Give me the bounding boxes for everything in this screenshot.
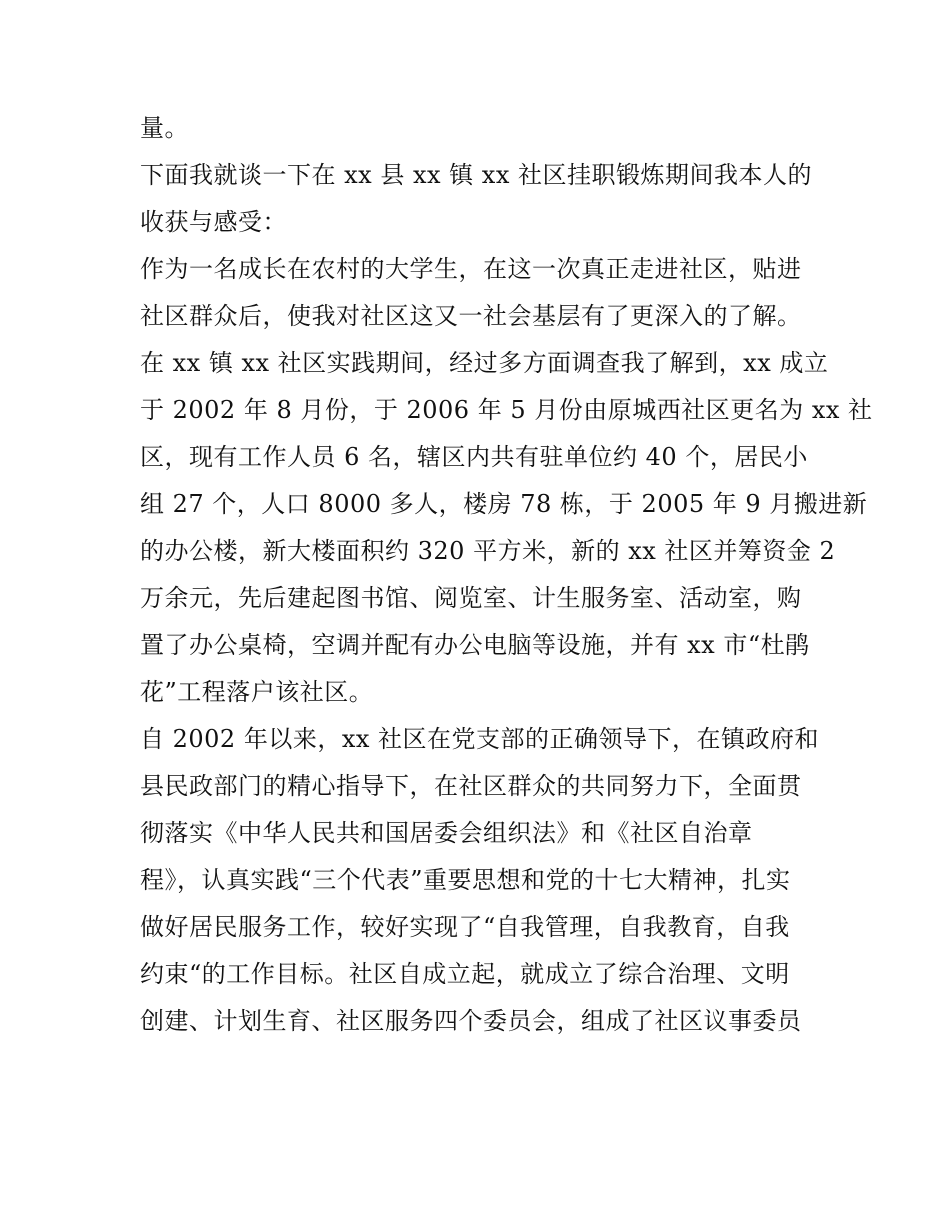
text-line: 于 2002 年 8 月份，于 2006 年 5 月份由原城西社区更名为 xx 社 [140, 396, 873, 424]
text-line: 下面我就谈一下在 xx 县 xx 镇 xx 社区挂职锻炼期间我本人的 [140, 161, 812, 189]
text-line: 约束“的工作目标。社区自成立起，就成立了综合治理、文明 [140, 960, 790, 988]
text-line: 量。 [140, 114, 189, 142]
text-line: 在 xx 镇 xx 社区实践期间，经过多方面调查我了解到，xx 成立 [140, 349, 829, 377]
text-line: 的办公楼，新大楼面积约 320 平方米，新的 xx 社区并筹资金 2 [140, 537, 836, 565]
text-line: 县民政部门的精心指导下，在社区群众的共同努力下，全面贯 [140, 772, 802, 800]
text-line: 程》，认真实践“三个代表”重要思想和党的十七大精神，扎实 [140, 866, 791, 894]
text-line: 社区群众后，使我对社区这又一社会基层有了更深入的了解。 [140, 302, 802, 330]
text-line: 置了办公桌椅，空调并配有办公电脑等设施，并有 xx 市“杜鹃 [140, 631, 810, 659]
text-line: 自 2002 年以来，xx 社区在党支部的正确领导下，在镇政府和 [140, 725, 820, 753]
text-line: 彻落实《中华人民共和国居委会组织法》和《社区自治章 [140, 819, 753, 847]
text-line: 花”工程落户该社区。 [140, 678, 374, 706]
body-text [140, 105, 873, 1045]
text-line: 做好居民服务工作，较好实现了“自我管理，自我教育，自我 [140, 913, 790, 941]
text-line: 作为一名成长在农村的大学生，在这一次真正走进社区，贴进 [140, 255, 802, 283]
text-line: 万余元，先后建起图书馆、阅览室、计生服务室、活动室，购 [140, 584, 802, 612]
text-line: 创建、计划生育、社区服务四个委员会，组成了社区议事委员 [140, 1007, 802, 1035]
text-line: 组 27 个，人口 8000 多人，楼房 78 栋，于 2005 年 9 月搬进新 [140, 490, 868, 518]
text-line: 收获与感受： [140, 208, 287, 236]
text-line: 区，现有工作人员 6 名，辖区内共有驻单位约 40 个，居民小 [140, 443, 808, 471]
